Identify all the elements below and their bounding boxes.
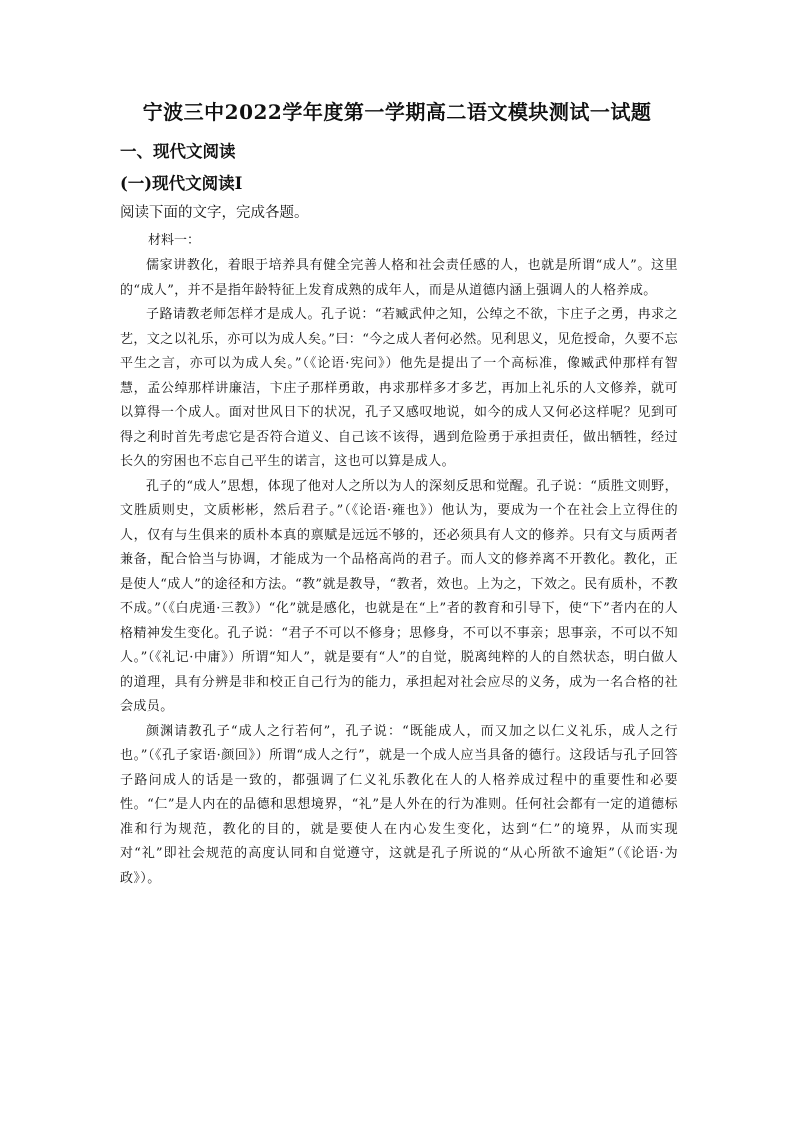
reading-passage: [120, 254, 678, 891]
reading-instruction: 阅读下面的文字，完成各题。: [120, 205, 309, 221]
paragraph: 颜渊请教孔子“成人之行若何”，孔子说：“既能成人，而又加之以仁义礼乐，成人之行也。”（《孔子家语·颜回》）所谓“成人之行”，就是一个成人应当具备的德行。这段话与孔子回答子路问成人的话是一致的，都强调了仁义礼乐教化在人的人格养成过程中的重要性和必要性。“仁”是人内在的品德和思想境界，“礼”是人外在的行为准则。任何社会都有一定的道德标准和行为规范，教化的目的，就是要使人在内心发生变化，达到“仁”的境界，从而实现对“礼”即社会规范的高度认同和自觉遵守，这就是孔子所说的“从心所欲不逾矩”（《论语·为政》）。: [120, 723, 678, 886]
subsection-heading: (一)现代文阅读Ⅰ: [120, 174, 243, 193]
paragraph: 儒家讲教化，着眼于培养具有健全完善人格和社会责任感的人，也就是所谓“成人”。这里的“成人”，并不是指年龄特征上发育成熟的成年人，而是从道德内涵上强调人的人格养成。: [120, 258, 678, 298]
paragraph: 孔子的“成人”思想，体现了他对人之所以为人的深刻反思和觉醒。孔子说：“质胜文则野，文胜质则史，文质彬彬，然后君子。”（《论语·雍也》）他认为，要成为一个在社会上立得住的人，仅有与生俱来的质朴本真的禀赋是远远不够的，还必须具有人文的修养。只有文与质两者兼备，配合恰当与协调，才能成为一个品格高尚的君子。而人文的修养离不开教化。教化，正是使人“成人”的途径和方法。“教”就是教导，“教者，效也。上为之，下效之。民有质朴，不教不成。”（《白虎通·三教》）“化”就是感化，也就是在“上”者的教育和引导下，使“下”者内在的人格精神发生变化。孔子说：“君子不可以不修身；思修身，不可以不事亲；思事亲，不可以不知人。”（《礼记·中庸》）所谓“知人”，就是要有“人”的自觉，脱离纯粹的人的自然状态，明白做人的道理，具有分辨是非和校正自己行为的能力，承担起对社会应尽的义务，成为一名合格的社会成员。: [120, 478, 678, 714]
section-heading: 一、现代文阅读: [120, 142, 236, 161]
page-title: 宁波三中2022学年度第一学期高二语文模块测试一试题: [142, 100, 652, 124]
material-label: 材料一：: [148, 233, 201, 248]
paragraph: 子路请教老师怎样才是成人。孔子说：“若臧武仲之知，公绰之不欲，卞庄子之勇，冉求之艺，文之以礼乐，亦可以为成人矣。”曰：“今之成人者何必然。见利思义，见危授命，久要不忘平生之言，亦可以为成人矣。”（《论语·宪问》）他先是提出了一个高标准，像臧武仲那样有智慧，孟公绰那样讲廉洁，卞庄子那样勇敢，冉求那样多才多艺，再加上礼乐的人文修养，就可以算得一个成人。面对世风日下的状况，孔子又感叹地说，如今的成人又何必这样呢？见到可得之利时首先考虑它是否符合道义、自己该不该得，遇到危险勇于承担责任，做出牺牲，经过长久的穷困也不忘自己平生的诺言，这也可以算是成人。: [120, 307, 678, 469]
